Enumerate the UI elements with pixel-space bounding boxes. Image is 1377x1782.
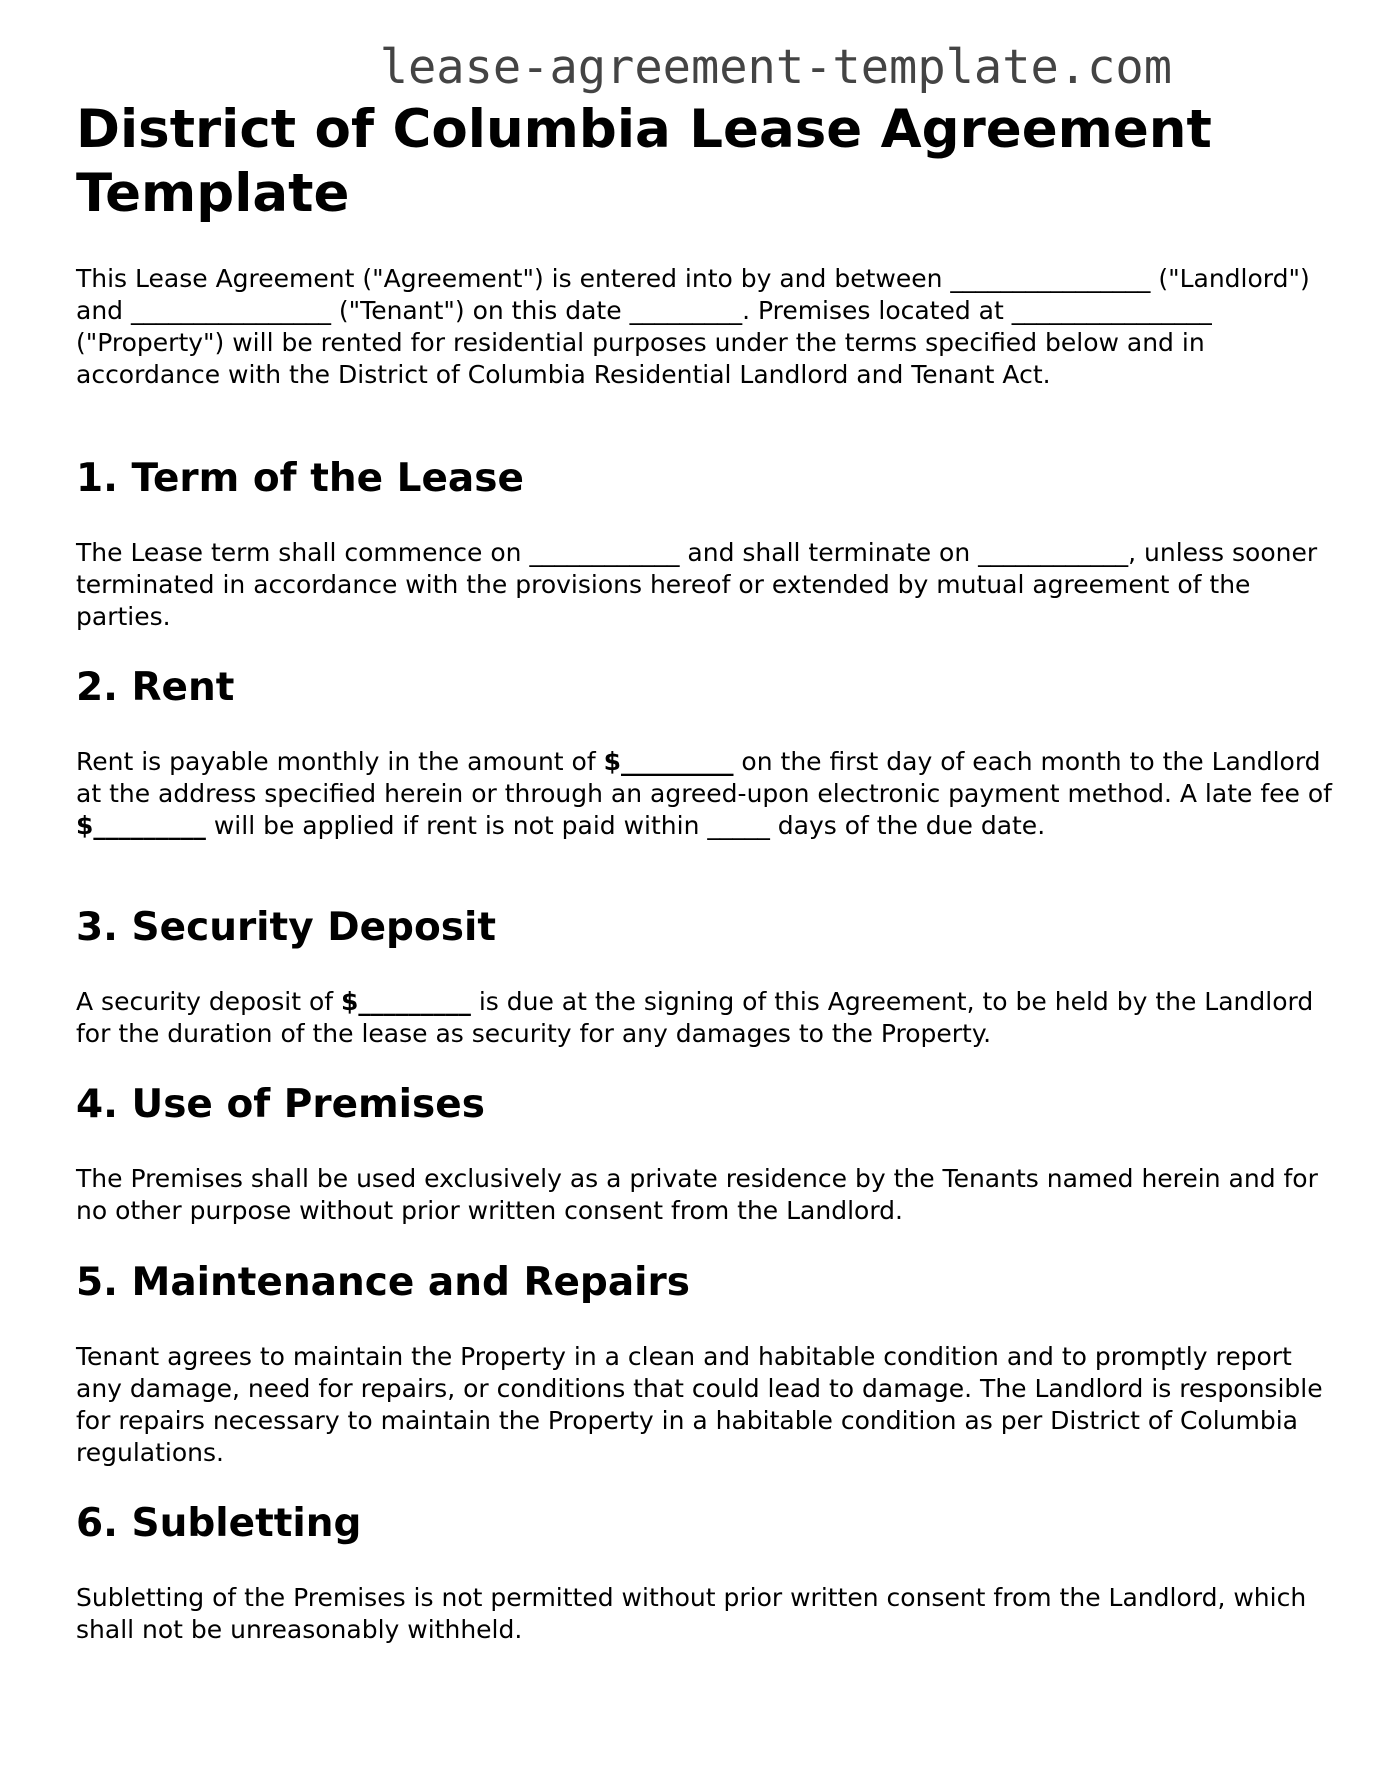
- body-text: will be applied if rent is not paid within _____ days of the due date.: [205, 811, 1046, 840]
- section-title: Term of the Lease: [131, 456, 524, 501]
- section-6-heading: [76, 1500, 361, 1548]
- section-number: 6.: [76, 1501, 118, 1546]
- section-title: Use of Premises: [131, 1082, 485, 1127]
- late-fee-blank: $_________: [76, 811, 206, 840]
- body-text: on the first day of each month to the Landlord at the address specified herein or through an agreed-upon electronic payment method. A late fee of: [76, 747, 1332, 808]
- section-number: 5.: [76, 1260, 118, 1305]
- section-2-body: [76, 746, 1338, 842]
- section-title: Rent: [131, 665, 235, 710]
- section-number: 4.: [76, 1082, 118, 1127]
- section-title: Security Deposit: [131, 905, 496, 950]
- section-6-body: Subletting of the Premises is not permitted without prior written consent from the Landlord, which shall not be unreasonably withheld.: [76, 1583, 1307, 1644]
- section-4-body: The Premises shall be used exclusively as a private residence by the Tenants named herein and for no other purpose without prior written consent from the Landlord.: [76, 1164, 1318, 1225]
- section-3-body: [76, 986, 1338, 1050]
- deposit-amount-blank: $_________: [341, 987, 471, 1016]
- section-5-body: Tenant agrees to maintain the Property in a clean and habitable condition and to promptly report any damage, need for repairs, or conditions that could lead to damage. The Landlord is responsible for repairs necessary to maintain the Property in a habitable condition as per District of Columbia regulations.: [76, 1342, 1323, 1467]
- section-title: Subletting: [131, 1501, 362, 1546]
- section-5-heading: [76, 1259, 690, 1307]
- body-text: A security deposit of: [76, 987, 341, 1016]
- site-watermark: lease-agreement-template.com: [379, 40, 1172, 95]
- section-1-body: The Lease term shall commence on ____________ and shall terminate on ____________, unless sooner terminated in accordance with the provisions hereof or extended by mutual agreement of the parties.: [76, 538, 1318, 631]
- section-title: Maintenance and Repairs: [131, 1260, 690, 1305]
- section-number: 2.: [76, 665, 118, 710]
- section-4-heading: [76, 1081, 485, 1129]
- section-1-heading: [76, 455, 524, 503]
- rent-amount-blank: $_________: [603, 747, 734, 776]
- body-text: Rent is payable monthly in the amount of: [76, 747, 604, 776]
- body-text: is due at the signing of this Agreement, to be held by the Landlord for the duration of the lease as security for any damages to the Property.: [76, 987, 1314, 1048]
- section-3-heading: [76, 904, 496, 952]
- document-title: District of Columbia Lease Agreement Template: [76, 99, 1212, 224]
- section-number: 3.: [76, 905, 118, 950]
- section-number: 1.: [76, 456, 118, 501]
- section-2-heading: [76, 664, 234, 712]
- intro-paragraph: This Lease Agreement ("Agreement") is entered into by and between ________________ ("Landlord") and ________________ ("Tenant") on this date _________. Premises located at ________________ ("Property") will be rented for residential purposes under the terms specified below and in accordance with the District of Columbia Residential Landlord and Tenant Act.: [76, 264, 1310, 389]
